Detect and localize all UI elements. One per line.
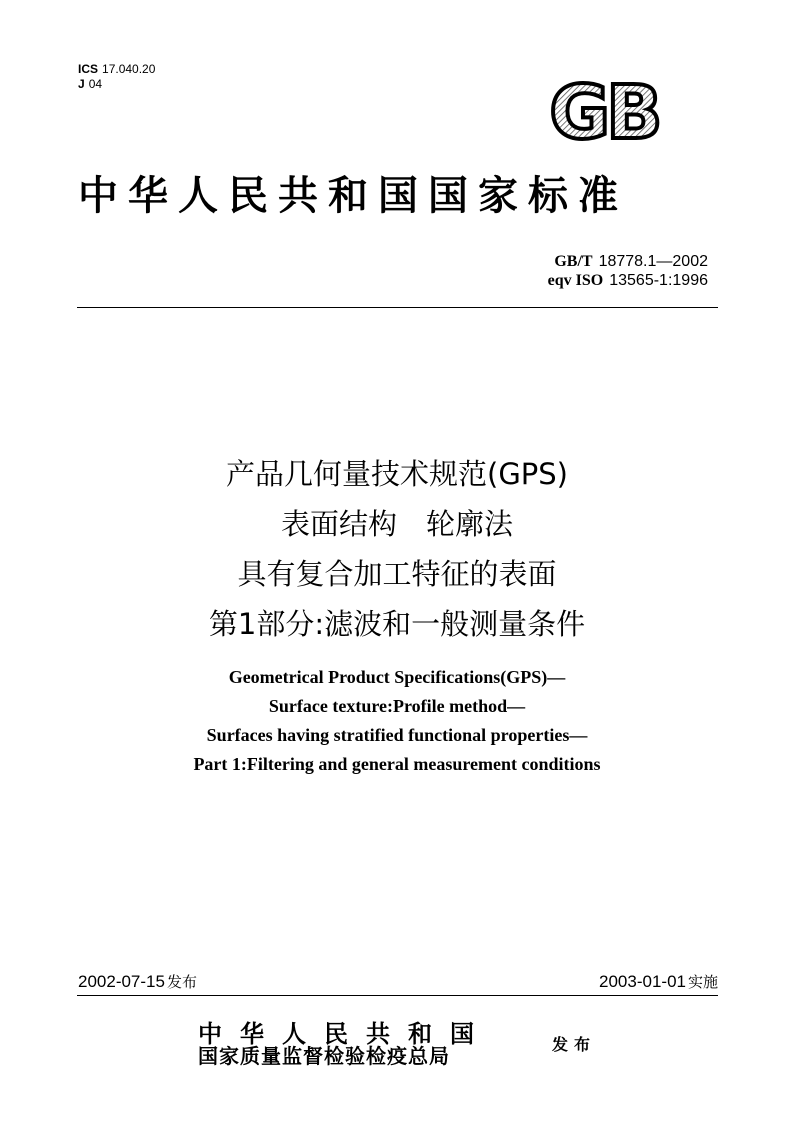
ics-label: ICS [78, 62, 99, 76]
title-en-line-3: Surfaces having stratified functional properties— [206, 725, 588, 745]
equivalent-standard [548, 271, 708, 291]
effective-date-value: 2003-01-01 [599, 972, 686, 991]
standard-code-prefix: GB/T [554, 253, 593, 270]
ics-value: 17.040.20 [102, 62, 156, 76]
issue-date-label: 发布 [166, 973, 197, 991]
title-cn-line-3: 具有复合加工特征的表面 [237, 557, 557, 591]
issuer-line-1: 中华人民共和国 [198, 1019, 492, 1048]
classification-code [78, 77, 102, 91]
country-standard-title: 中华人民共和国国家标准 [78, 173, 628, 219]
title-en-line-4: Part 1:Filtering and general measurement conditions [193, 754, 601, 774]
standard-code-value: 18778.1—2002 [598, 253, 708, 270]
equivalent-prefix: eqv ISO [547, 272, 604, 289]
footer-divider [77, 995, 718, 996]
gb-logo-text: GB [549, 72, 659, 148]
title-en-line-1: Geometrical Product Specifications(GPS)— [228, 667, 566, 687]
issuer-issue-word: 发布 [552, 1035, 597, 1054]
gb-logo [530, 72, 678, 148]
equivalent-value: 13565-1:1996 [609, 272, 708, 289]
title-en-line-2: Surface texture:Profile method— [268, 696, 526, 716]
class-label: J [78, 77, 85, 91]
header-divider [77, 307, 718, 308]
issue-date [78, 972, 197, 992]
issue-date-value: 2002-07-15 [78, 972, 165, 991]
standard-code [554, 252, 708, 272]
title-cn-line-4: 第1部分:滤波和一般测量条件 [208, 607, 586, 641]
issuer-line-2: 国家质量监督检验检疫总局 [198, 1044, 450, 1068]
ics-code [78, 62, 155, 76]
class-value: 04 [88, 77, 103, 91]
title-cn-line-2: 表面结构 轮廓法 [280, 507, 513, 541]
title-cn-line-1: 产品几何量技术规范(GPS) [226, 457, 568, 491]
effective-date [599, 972, 718, 992]
effective-date-label: 实施 [687, 973, 718, 991]
